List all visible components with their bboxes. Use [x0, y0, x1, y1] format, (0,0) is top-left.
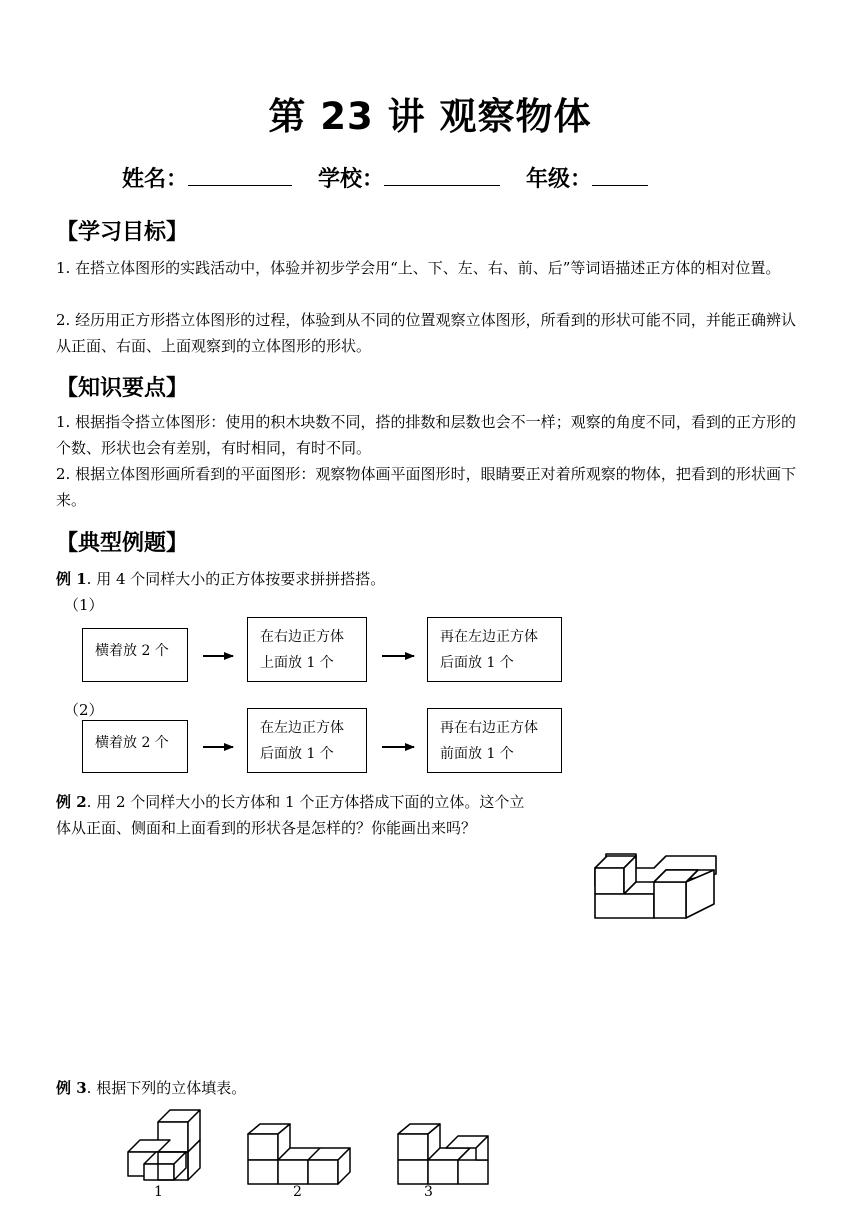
page-title: 第 23 讲 观察物体 — [268, 95, 592, 138]
step-box-2-3: 再在右边正方体 前面放 1 个 — [427, 708, 562, 773]
goal-item-2: 2. 经历用正方形搭立体图形的过程，体验到从不同的位置观察立体图形，所看到的形状可能不同，并能正确辨认从正面、右面、上面观察到的立体图形的形状。 — [56, 311, 796, 355]
example-1-prompt: 例 1. 用 4 个同样大小的正方体按要求拼拼搭搭。 — [56, 570, 386, 588]
goal-item-1: 1. 在搭立体图形的实践活动中，体验并初步学会用“上、下、左、右、前、后”等词语描述正方体的相对位置。 — [56, 259, 781, 277]
example-3-label: 例 3 — [56, 1079, 87, 1097]
step-box-1-2: 在右边正方体 上面放 1 个 — [247, 617, 367, 682]
section-heading-goals: 【学习目标】 — [56, 220, 189, 245]
example-3-figure-1 — [126, 1108, 210, 1184]
section-heading-points: 【知识要点】 — [56, 376, 189, 401]
example-1-sub-1: （1） — [64, 596, 104, 614]
example-1-sub-2: （2） — [64, 701, 104, 719]
point-item-1: 1. 根据指令搭立体图形：使用的积木块数不同，搭的排数和层数也会不一样；观察的角度不同，看到的正方形的个数、形状也会有差别，有时相同，有时不同。 — [56, 413, 796, 457]
school-label: 学校： — [318, 167, 385, 192]
example-2-prompt-line-2: 体从正面、侧面和上面看到的形状各是怎样的？你能画出来吗？ — [56, 819, 477, 837]
step-box-2-2: 在左边正方体 后面放 1 个 — [247, 708, 367, 773]
section-heading-examples: 【典型例题】 — [56, 531, 189, 556]
figure-label-3: 3 — [424, 1184, 433, 1200]
example-1-label: 例 1 — [56, 570, 87, 588]
example-2-prompt-line-1: 例 2. 用 2 个同样大小的长方体和 1 个正方体搭成下面的立体。这个立 — [56, 793, 525, 811]
step-box-2-1: 横着放 2 个 — [82, 720, 188, 773]
figure-label-2: 2 — [293, 1184, 302, 1200]
example-2-solid-figure — [590, 852, 720, 924]
figure-label-1: 1 — [154, 1184, 163, 1200]
example-3-figure-3 — [396, 1122, 492, 1186]
name-label: 姓名： — [122, 167, 189, 192]
grade-label: 年级： — [526, 167, 593, 192]
example-3-prompt: 例 3. 根据下列的立体填表。 — [56, 1079, 247, 1097]
step-box-1-3: 再在左边正方体 后面放 1 个 — [427, 617, 562, 682]
step-box-1-1: 横着放 2 个 — [82, 628, 188, 682]
example-2-label: 例 2 — [56, 793, 87, 811]
point-item-2: 2. 根据立体图形画所看到的平面图形：观察物体画平面图形时，眼睛要正对着所观察的物体，把看到的形状画下来。 — [56, 465, 796, 509]
example-3-figure-2 — [246, 1122, 358, 1186]
